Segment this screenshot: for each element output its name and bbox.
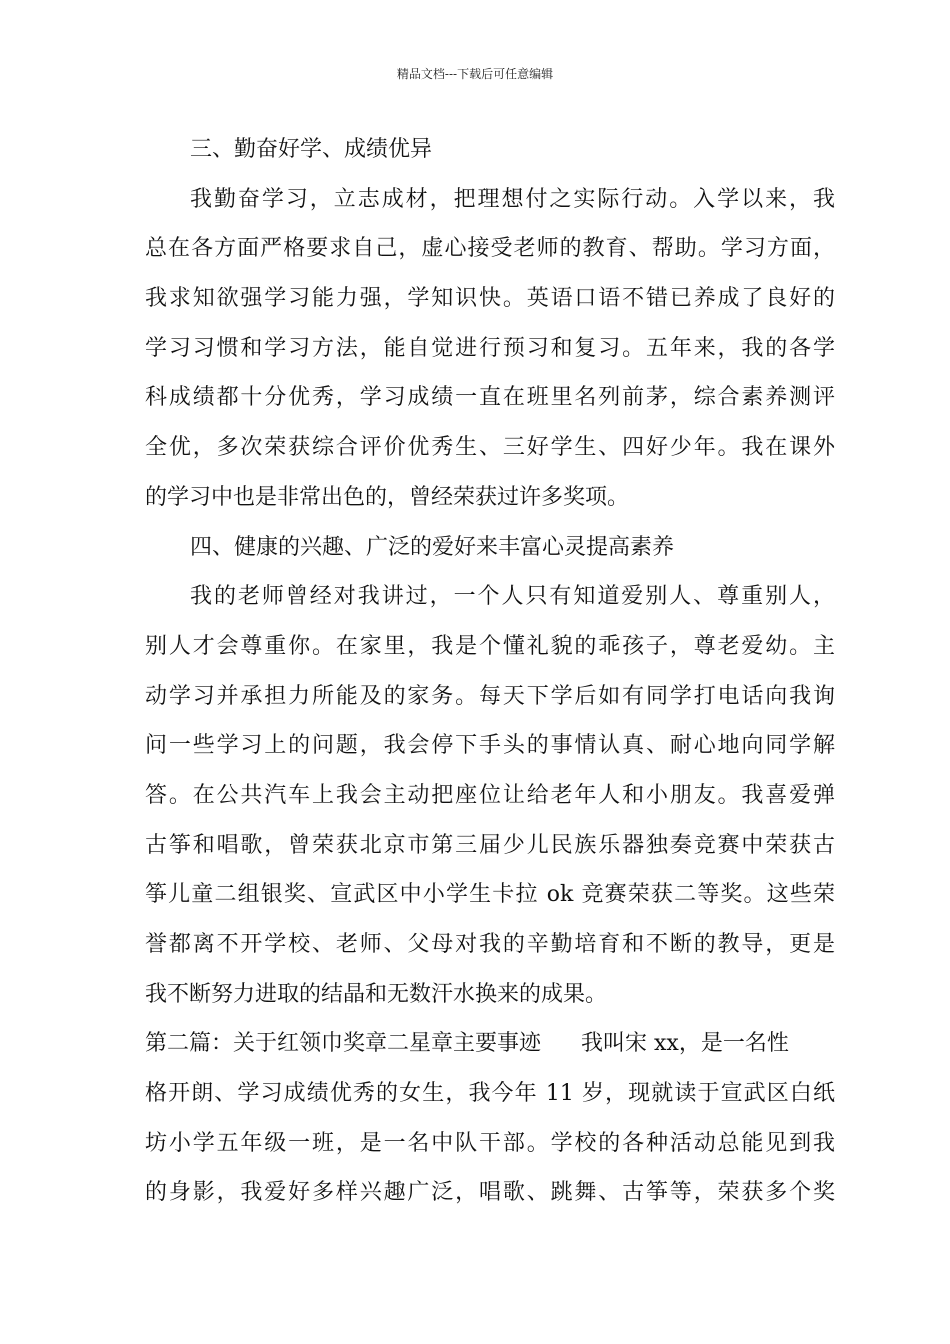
section-heading-4: 四、健康的兴趣、广泛的爱好来丰富心灵提高素养 (190, 534, 675, 560)
paragraph-line: 别人才会尊重你。在家里，我是个懂礼貌的乖孩子，尊老爱幼。主 (145, 633, 835, 659)
document-body (145, 130, 835, 1223)
paragraph-line: 古筝和唱歌，曾荣获北京市第三届少儿民族乐器独奏竞赛中荣获古 (145, 832, 835, 858)
paragraph-line: 誉都离不开学校、老师、父母对我的辛勤培育和不断的教导，更是 (145, 932, 835, 957)
paragraph-line: 动学习并承担力所能及的家务。每天下学后如有同学打电话向我询 (145, 683, 835, 709)
paragraph-line: 我勤奋学习，立志成材，把理想付之实际行动。入学以来，我 (190, 186, 835, 212)
paragraph-line: 的身影，我爱好多样兴趣广泛，唱歌、跳舞、古筝等，荣获多个奖 (145, 1180, 835, 1206)
section-2-title-line (145, 1024, 835, 1074)
section-2-title: 第二篇：关于红领巾奖章二星章主要事迹 (145, 1031, 542, 1057)
paragraph-line: 学习习惯和学习方法，能自觉进行预习和复习。五年来，我的各学 (145, 335, 835, 361)
paragraph-line: 科成绩都十分优秀，学习成绩一直在班里名列前茅，综合素养测评 (145, 385, 835, 411)
page-header: 精品文档---下载后可任意编辑 (396, 67, 554, 81)
paragraph-line: 我的老师曾经对我讲过，一个人只有知道爱别人、尊重别人， (190, 584, 835, 610)
paragraph-line: 总在各方面严格要求自己，虚心接受老师的教育、帮助。学习方面， (145, 236, 835, 262)
section-2-intro: 我叫宋 xx，是一名性 (581, 1031, 789, 1057)
paragraph-line: 格开朗、学习成绩优秀的女生，我今年 11 岁，现就读于宣武区白纸 (145, 1081, 835, 1107)
paragraph-line: 坊小学五年级一班，是一名中队干部。学校的各种活动总能见到我 (145, 1130, 835, 1156)
paragraph-line: 问一些学习上的问题，我会停下手头的事情认真、耐心地向同学解 (145, 733, 835, 759)
paragraph-line: 筝儿童二组银奖、宣武区中小学生卡拉 ok 竞赛荣获二等奖。这些荣 (145, 882, 835, 908)
paragraph-line: 我不断努力进取的结晶和无数汗水换来的成果。 (145, 981, 608, 1007)
section-heading-3: 三、勤奋好学、成绩优异 (190, 137, 433, 162)
paragraph-line: 的学习中也是非常出色的，曾经荣获过许多奖项。 (145, 484, 630, 510)
paragraph-line: 我求知欲强学习能力强，学知识快。英语口语不错已养成了良好的 (145, 286, 835, 312)
paragraph-line: 答。在公共汽车上我会主动把座位让给老年人和小朋友。我喜爱弹 (145, 782, 835, 808)
paragraph-line: 全优，多次荣获综合评价优秀生、三好学生、四好少年。我在课外 (145, 435, 835, 461)
